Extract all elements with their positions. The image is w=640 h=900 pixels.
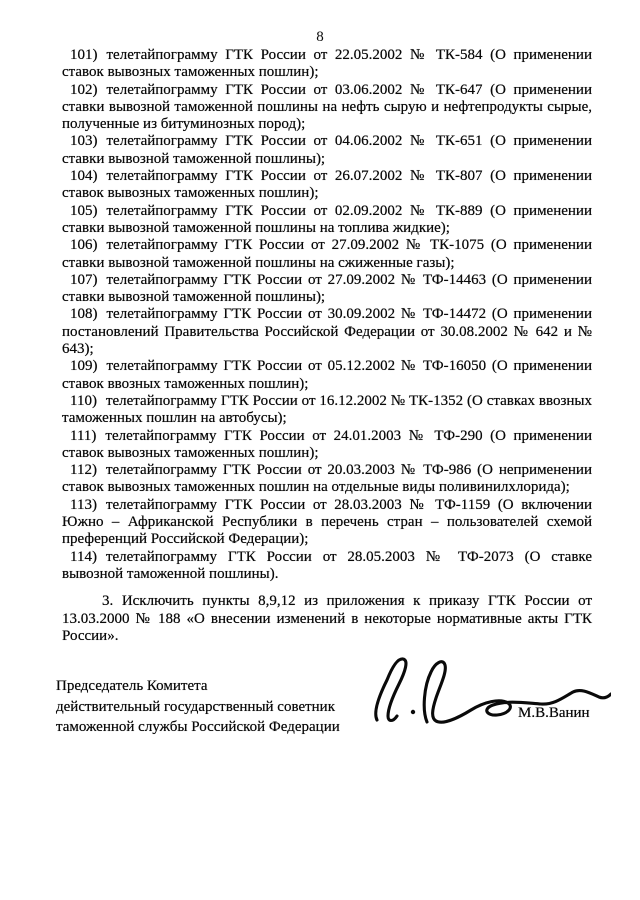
item-number: 103) (70, 133, 98, 150)
list-item (62, 393, 592, 428)
item-number: 110) (70, 392, 97, 409)
list-item (62, 272, 592, 307)
signatory-title-line: таможенной службы Российской Федерации (56, 719, 340, 736)
item-number: 113) (70, 496, 97, 513)
item-number: 101) (70, 47, 98, 63)
paragraph-3: 3. Исключить пункты 8,9,12 из приложения к приказу ГТК России от 13.03.2000 № 188 «О внесении изменений в некоторые нормативные акты ГТК России». (62, 593, 592, 644)
signatory-title-line: Председатель Комитета (56, 678, 208, 694)
item-number: 114) (70, 548, 97, 565)
list-item (62, 549, 592, 584)
list-item (62, 168, 592, 203)
page-number: 8 (316, 29, 324, 45)
document-body (62, 47, 592, 645)
list-item (62, 462, 592, 497)
item-number: 102) (70, 81, 98, 98)
signatory-title-line: действительный государственный советник (56, 698, 336, 715)
item-text: телетайпограмму ГТК России от 27.09.2002 № ТФ-14463 (О применении ставки вывозной таможенной пошлины); (62, 271, 592, 306)
list-item (62, 428, 592, 463)
list-item (62, 306, 592, 358)
item-number: 106) (70, 237, 98, 254)
item-text: телетайпограмму ГТК России от 28.03.2003 № ТФ-1159 (О включении Южно – Африканской Республики в перечень стран – пользователей схемой преференций Российской Федерации); (62, 496, 592, 548)
item-number: 109) (70, 358, 98, 375)
list-item (62, 47, 592, 82)
list-item (62, 203, 592, 238)
signature-block (56, 676, 592, 796)
item-number: 105) (70, 202, 98, 219)
signatory-name: М.В.Ванин (518, 705, 590, 721)
item-number: 107) (70, 271, 98, 288)
list-item (62, 82, 592, 134)
list-item (62, 358, 592, 393)
item-text: телетайпограмму ГТК России от 04.06.2002 № ТК-651 (О применении ставки вывозной таможенной пошлины); (62, 133, 592, 167)
item-text: телетайпограмму ГТК России от 16.12.2002 № ТК-1352 (О ставках ввозных таможенных пошлин на автобусы); (62, 392, 592, 427)
item-text: телетайпограмму ГТК России от 27.09.2002 № ТК-1075 (О применении ставки вывозной таможенной пошлины на сжиженные газы); (62, 237, 592, 271)
item-text: телетайпограмму ГТК России от 30.09.2002 № ТФ-14472 (О применении постановлений Правительства Российской Федерации от 30.08.2002 № 642 и № 643); (62, 306, 592, 358)
list-item (62, 497, 592, 549)
item-text: телетайпограмму ГТК России от 03.06.2002 № ТК-647 (О применении ставки вывозной таможенной пошлины на нефть сырую и нефтепродукты сырые, полученные из битуминозных пород); (62, 81, 592, 133)
item-text: телетайпограмму ГТК России от 26.07.2002 № ТК-807 (О применении ставок вывозных таможенных пошлин); (62, 168, 592, 202)
item-text: телетайпограмму ГТК России от 20.03.2003 № ТФ-986 (О неприменении ставок вывозных таможенных пошлин на отдельные виды поливинилхлорида); (62, 462, 592, 496)
handwritten-signature (361, 650, 611, 740)
item-number: 111) (70, 427, 97, 444)
item-text: телетайпограмму ГТК России от 02.09.2002 № ТК-889 (О применении ставки вывозной таможенной пошлины на топлива жидкие); (62, 202, 592, 236)
item-number: 104) (70, 168, 98, 185)
item-text: телетайпограмму ГТК России от 05.12.2002 № ТФ-16050 (О применении ставок ввозных таможенных пошлин); (62, 358, 592, 392)
item-text: телетайпограмму ГТК России от 24.01.2003 № ТФ-290 (О применении ставок вывозных таможенных пошлин); (62, 427, 592, 461)
list-item (62, 237, 592, 272)
list-item (62, 133, 592, 168)
item-text: телетайпограмму ГТК России от 28.05.2003 № ТФ-2073 (О ставке вывозной таможенной пошлины). (62, 548, 592, 582)
item-number: 112) (70, 462, 97, 479)
item-text: телетайпограмму ГТК России от 22.05.2002 № ТК-584 (О применении ставок вывозных таможенных пошлин); (62, 47, 592, 81)
item-number: 108) (70, 306, 98, 323)
